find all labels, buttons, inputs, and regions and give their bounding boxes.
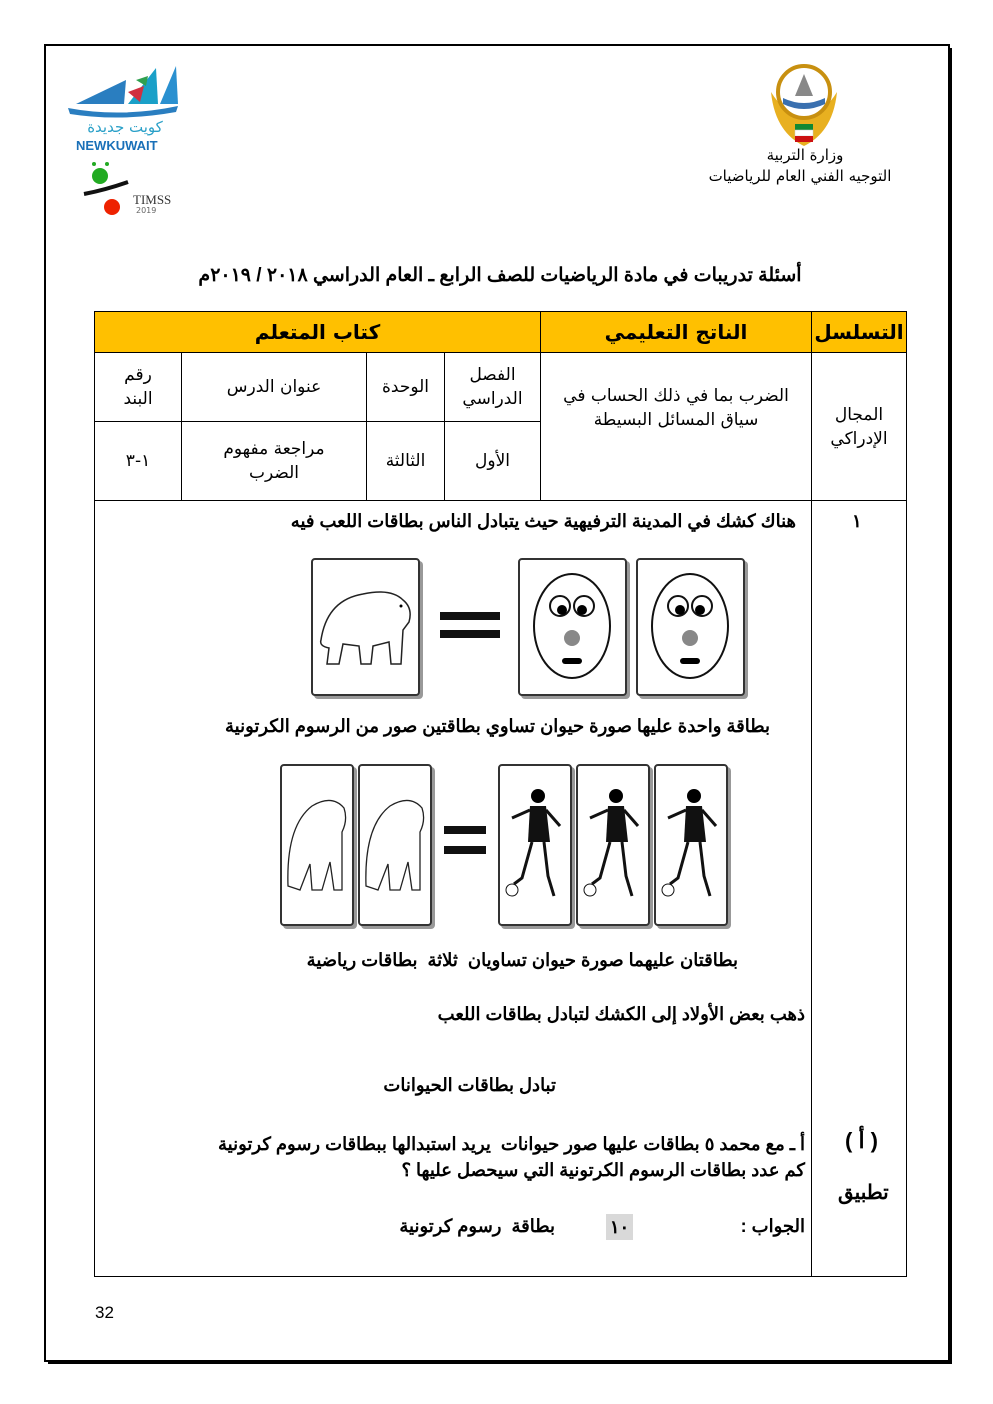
semester-value: الأول: [444, 421, 541, 501]
sports-card-football-player: [498, 764, 572, 926]
cartoon-card-face: [636, 558, 745, 696]
lesson-value: مراجعة مفهوم الضرب: [181, 421, 367, 501]
answer-value: ١٠: [606, 1214, 633, 1240]
question-intro: هناك كشك في المدينة الترفيهية حيث يتبادل الناس بطاقات اللعب فيه: [290, 511, 796, 531]
part-text-1: أ ـ مع محمد ٥ بطاقات عليها صور حيوانات يريد استبدالها ببطاقات رسوم كرتونية: [218, 1134, 805, 1154]
football-player-icon: [500, 766, 570, 924]
cartoon-face-icon: [520, 560, 625, 694]
kuwait-emblem-logo: [765, 62, 843, 148]
question-line-3: ذهب بعض الأولاد إلى الكشك لتبادل بطاقات اللعب: [437, 1004, 805, 1024]
part-text-2: كم عدد بطاقات الرسوم الكرتونية التي سيحصل عليها ؟: [401, 1160, 805, 1180]
document-title: أسئلة تدريبات في مادة الرياضيات للصف الرابع ـ العام الدراسي ٢٠١٨ / ٢٠١٩م: [198, 265, 802, 286]
question-number: ١: [852, 511, 862, 531]
animal-card-bear: [280, 764, 354, 926]
football-player-icon: [578, 766, 648, 924]
semester-label: الفصل الدراسي: [444, 352, 541, 422]
page-number: 32: [95, 1303, 114, 1322]
lesson-label: عنوان الدرس: [181, 352, 367, 422]
question-subtitle: تبادل بطاقات الحيوانات: [383, 1075, 556, 1095]
item-label: رقم البند: [94, 352, 182, 422]
department-name: التوجيه الفني العام للرياضيات: [708, 167, 892, 185]
answer-label: الجواب :: [740, 1216, 805, 1236]
caption-1: بطاقة واحدة عليها صورة حيوان تساوي بطاقتين صور من الرسوم الكرتونية: [224, 716, 770, 736]
animal-card-bear: [311, 558, 420, 696]
header-outcome: الناتج التعليمي: [540, 311, 812, 353]
sports-card-football-player: [576, 764, 650, 926]
header-sequence: التسلسل: [811, 311, 907, 353]
learning-outcome: الضرب بما في ذلك الحساب في سياق المسائل البسيطة: [540, 352, 812, 501]
item-value: ١-٣: [94, 421, 182, 501]
timss-text: TIMSS: [133, 192, 172, 207]
newkuwait-text: NEWKUWAIT: [76, 138, 158, 153]
cartoon-face-icon: [638, 560, 743, 694]
part-label: ( أ ): [845, 1128, 878, 1153]
bear-icon: [282, 766, 352, 924]
unit-label: الوحدة: [366, 352, 445, 422]
bear-icon: [313, 560, 418, 694]
caption-2: بطاقتان عليهما صورة حيوان تساويان ثلاثة بطاقات رياضية: [306, 950, 738, 970]
sequence-cell: [811, 500, 907, 1277]
cognitive-domain: المجال الإدراكي: [811, 352, 907, 501]
animal-card-bear: [358, 764, 432, 926]
answer-unit: بطاقة رسوم كرتونية: [399, 1216, 555, 1236]
ministry-name: وزارة التربية: [766, 146, 844, 164]
newkuwait-arabic-text: كويت جديدة: [87, 118, 163, 136]
newkuwait-sail-logo: [66, 62, 181, 118]
timss-logo-graphic: [80, 160, 130, 218]
bear-icon: [360, 766, 430, 924]
cartoon-card-face: [518, 558, 627, 696]
header-book: كتاب المتعلم: [94, 311, 541, 353]
part-type: تطبيق: [838, 1182, 889, 1204]
sports-card-football-player: [654, 764, 728, 926]
football-player-icon: [656, 766, 726, 924]
timss-year: 2019: [136, 206, 157, 215]
unit-value: الثالثة: [366, 421, 445, 501]
